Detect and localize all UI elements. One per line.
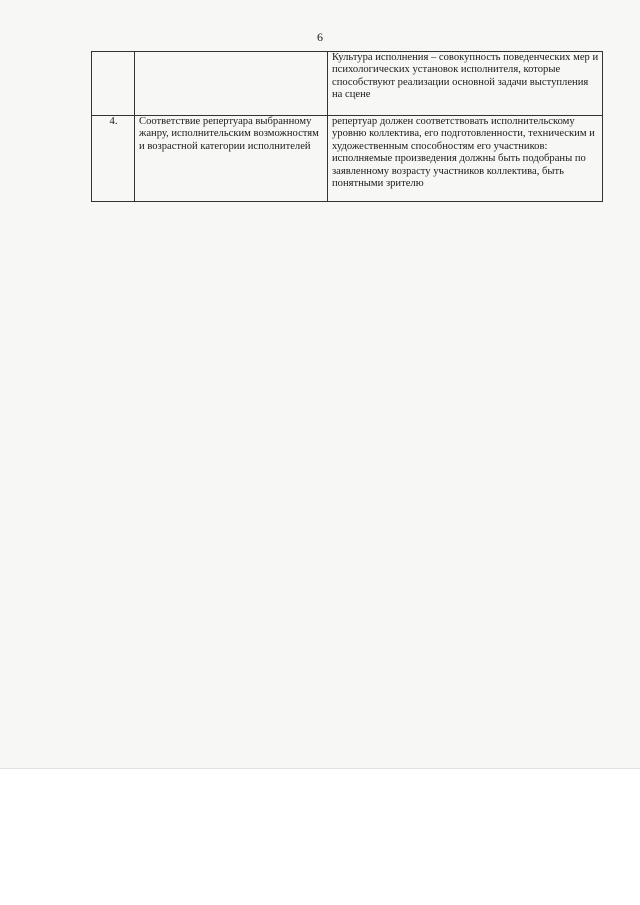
row-number-cell <box>92 52 135 116</box>
criterion-description-cell: репертуар должен соответствовать исполнительскому уровню коллектива, его подготовленности, техническим и художественным способностям его участников: исполняемые произведения должны быть подобраны по заявленному возрасту участников коллектива, быть понятными зрителю <box>328 116 603 202</box>
criterion-name-cell <box>135 52 328 116</box>
criterion-name-cell: Соответствие репертуара выбранному жанру, исполнительским возможностям и возрастной категории исполнителей <box>135 116 328 202</box>
row-number-cell: 4. <box>92 116 135 202</box>
page-number: 6 <box>317 30 323 44</box>
table-row <box>92 52 603 116</box>
criterion-description-cell: Культура исполнения – совокупность поведенческих мер и психологических установок исполнителя, которые способствуют реализации основной задачи выступления на сцене <box>328 52 603 116</box>
table-row <box>92 116 603 202</box>
criteria-table <box>91 51 603 202</box>
